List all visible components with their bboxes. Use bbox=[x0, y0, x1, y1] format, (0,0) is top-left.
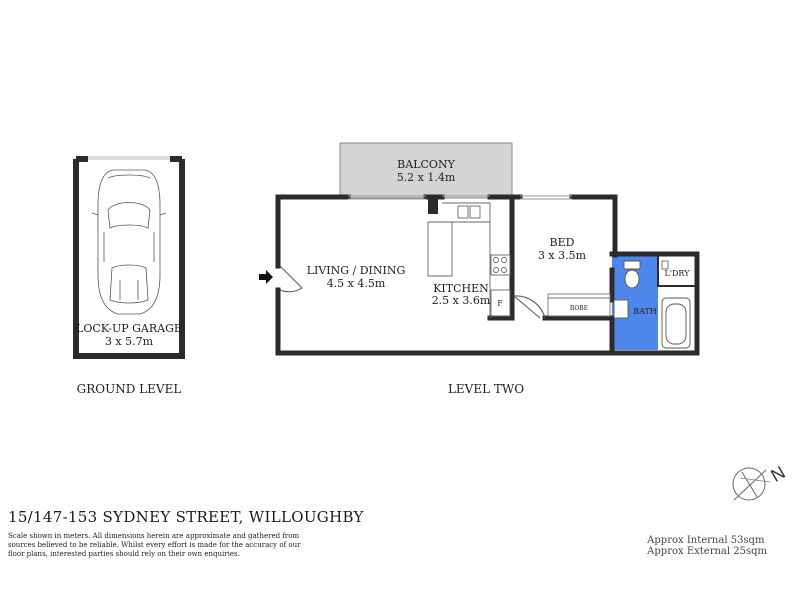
living-name: LIVING / DINING bbox=[306, 264, 406, 277]
kitchen-dims: 2.5 x 3.6m bbox=[431, 294, 491, 307]
level-two-caption: LEVEL TWO bbox=[447, 382, 525, 396]
external-area: Approx External 25sqm bbox=[647, 546, 767, 557]
bed-dims: 3 x 3.5m bbox=[537, 249, 587, 262]
address: 15/147-153 SYDNEY STREET, WILLOUGHBY bbox=[8, 508, 364, 526]
ground-level-caption: GROUND LEVEL bbox=[76, 382, 182, 396]
entry-arrow-icon bbox=[259, 270, 273, 284]
balcony-dims: 5.2 x 1.4m bbox=[396, 171, 456, 184]
bedroom-door bbox=[514, 296, 545, 318]
fridge-label: F bbox=[497, 299, 503, 308]
bed-name: BED bbox=[549, 236, 575, 249]
living-dims: 4.5 x 4.5m bbox=[326, 277, 386, 290]
robe-label: ROBE bbox=[569, 305, 589, 312]
area-summary bbox=[647, 535, 767, 557]
car-icon bbox=[92, 170, 166, 314]
garage-dims: 3 x 5.7m bbox=[104, 335, 154, 348]
laundry-name: L'DRY bbox=[664, 269, 690, 278]
compass-label: N bbox=[767, 462, 789, 486]
kitchen-name: KITCHEN bbox=[433, 282, 489, 295]
disclaimer: Scale shown in meters. All dimensions herein are approximate and gathered from sources believed to be reliable. Whilst every effort is made for the accuracy of our floor plans, interested parties should rely on their own enquiries. bbox=[8, 532, 301, 558]
garage-name: LOCK-UP GARAGE bbox=[76, 322, 182, 335]
internal-area: Approx Internal 53sqm bbox=[647, 535, 765, 546]
bath-name: BATH bbox=[633, 307, 657, 316]
balcony-name: BALCONY bbox=[397, 158, 455, 171]
entry-door bbox=[280, 266, 302, 292]
compass-icon bbox=[733, 468, 770, 500]
